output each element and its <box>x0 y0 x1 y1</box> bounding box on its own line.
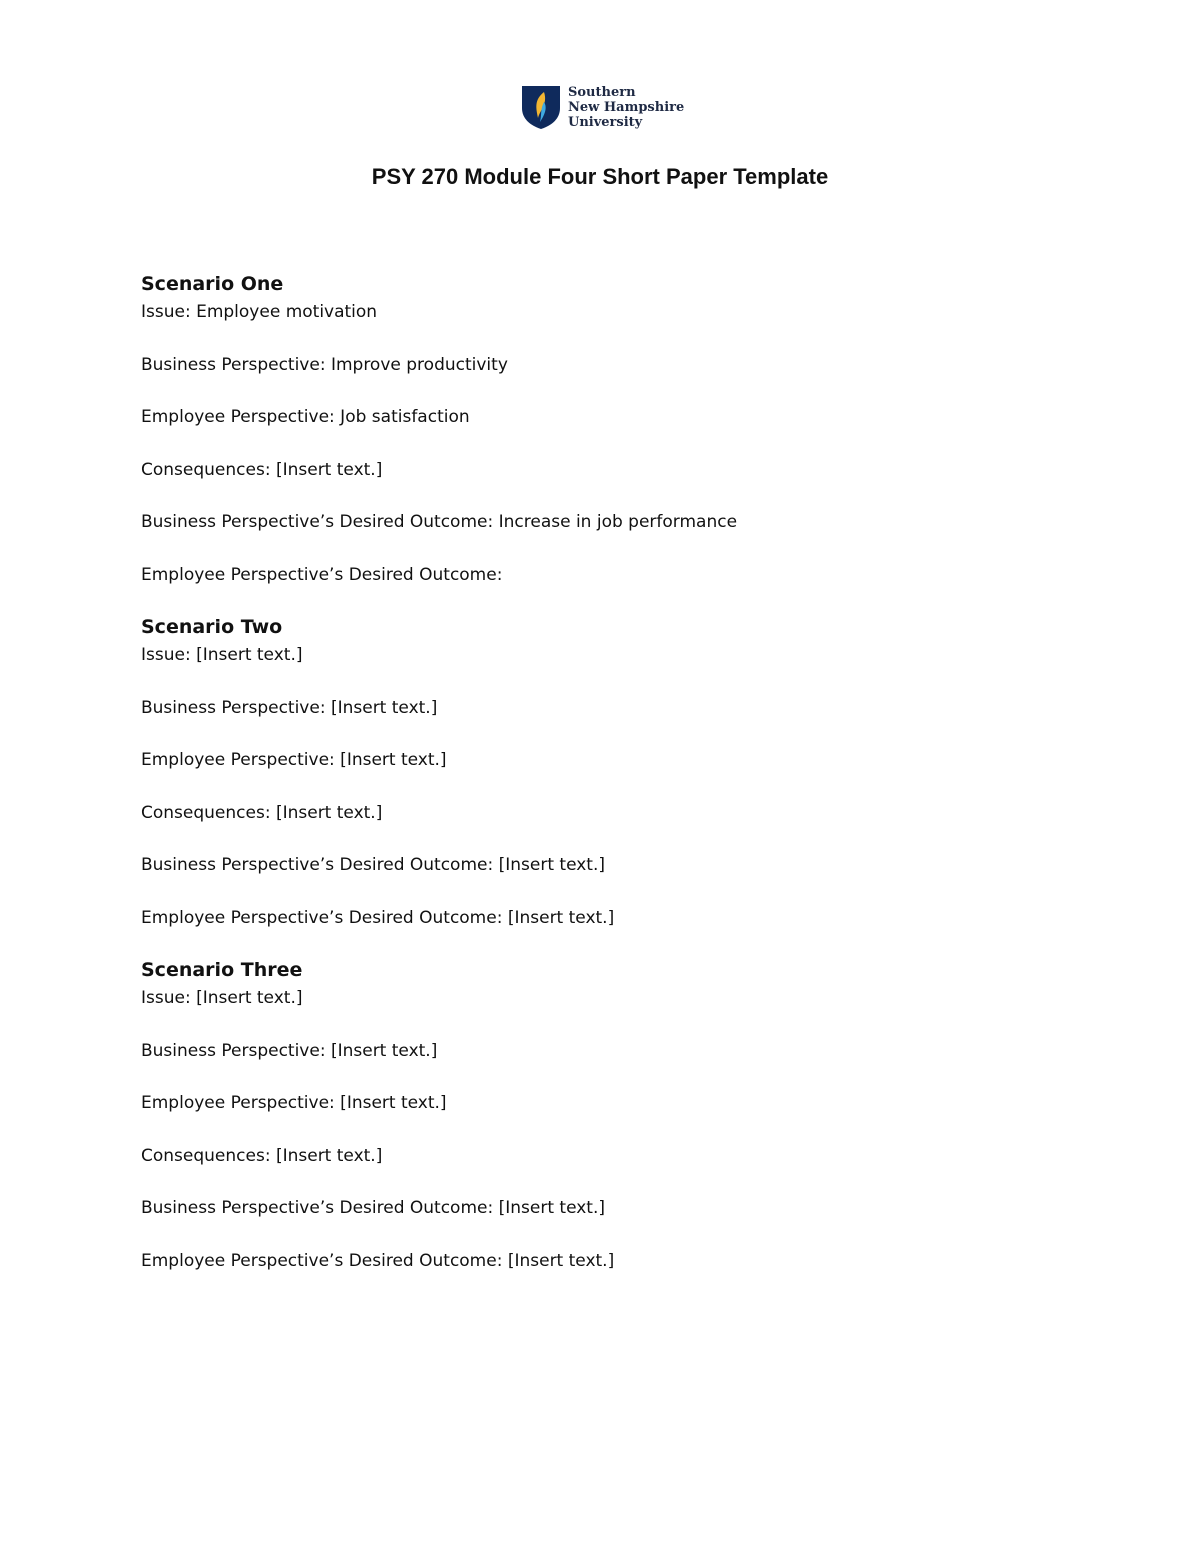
issue-line: Issue: [Insert text.] <box>141 988 303 1008</box>
business-outcome-line: Business Perspective’s Desired Outcome: Increase in job performance <box>141 512 738 532</box>
consequences-line: Consequences: [Insert text.] <box>141 802 383 823</box>
employee-perspective-line: Employee Perspective: Job satisfaction <box>141 407 470 427</box>
business-perspective-line: Business Perspective: [Insert text.] <box>141 1040 438 1061</box>
logo-line: Southern <box>568 84 636 100</box>
business-outcome-line: Business Perspective’s Desired Outcome: [Insert text.] <box>141 855 605 875</box>
scenario-three <box>141 957 1041 1300</box>
shield-icon <box>520 84 562 130</box>
employee-outcome-line: Employee Perspective’s Desired Outcome: <box>141 564 503 585</box>
issue-line: Issue: [Insert text.] <box>141 645 303 665</box>
business-perspective-line: Business Perspective: [Insert text.] <box>141 697 438 718</box>
business-perspective-line: Business Perspective: Improve productivity <box>141 354 508 375</box>
logo-line: University <box>568 114 643 130</box>
scenario-two <box>141 614 1041 957</box>
consequences-line: Consequences: [Insert text.] <box>141 459 383 480</box>
scenario-heading: Scenario One <box>141 273 284 295</box>
scenario-heading: Scenario Two <box>141 616 283 638</box>
consequences-line: Consequences: [Insert text.] <box>141 1145 383 1166</box>
scenario-heading: Scenario Three <box>141 959 303 981</box>
employee-perspective-line: Employee Perspective: [Insert text.] <box>141 750 447 770</box>
scenario-one <box>141 271 1041 614</box>
document-body <box>141 271 1041 1300</box>
university-logo <box>520 84 684 130</box>
issue-line: Issue: Employee motivation <box>141 302 378 322</box>
employee-outcome-line: Employee Perspective’s Desired Outcome: [Insert text.] <box>141 907 615 928</box>
business-outcome-line: Business Perspective’s Desired Outcome: [Insert text.] <box>141 1198 605 1218</box>
page-title: PSY 270 Module Four Short Paper Template <box>371 164 829 189</box>
employee-outcome-line: Employee Perspective’s Desired Outcome: [Insert text.] <box>141 1250 615 1271</box>
logo-line: New Hampshire <box>568 99 685 115</box>
employee-perspective-line: Employee Perspective: [Insert text.] <box>141 1093 447 1113</box>
